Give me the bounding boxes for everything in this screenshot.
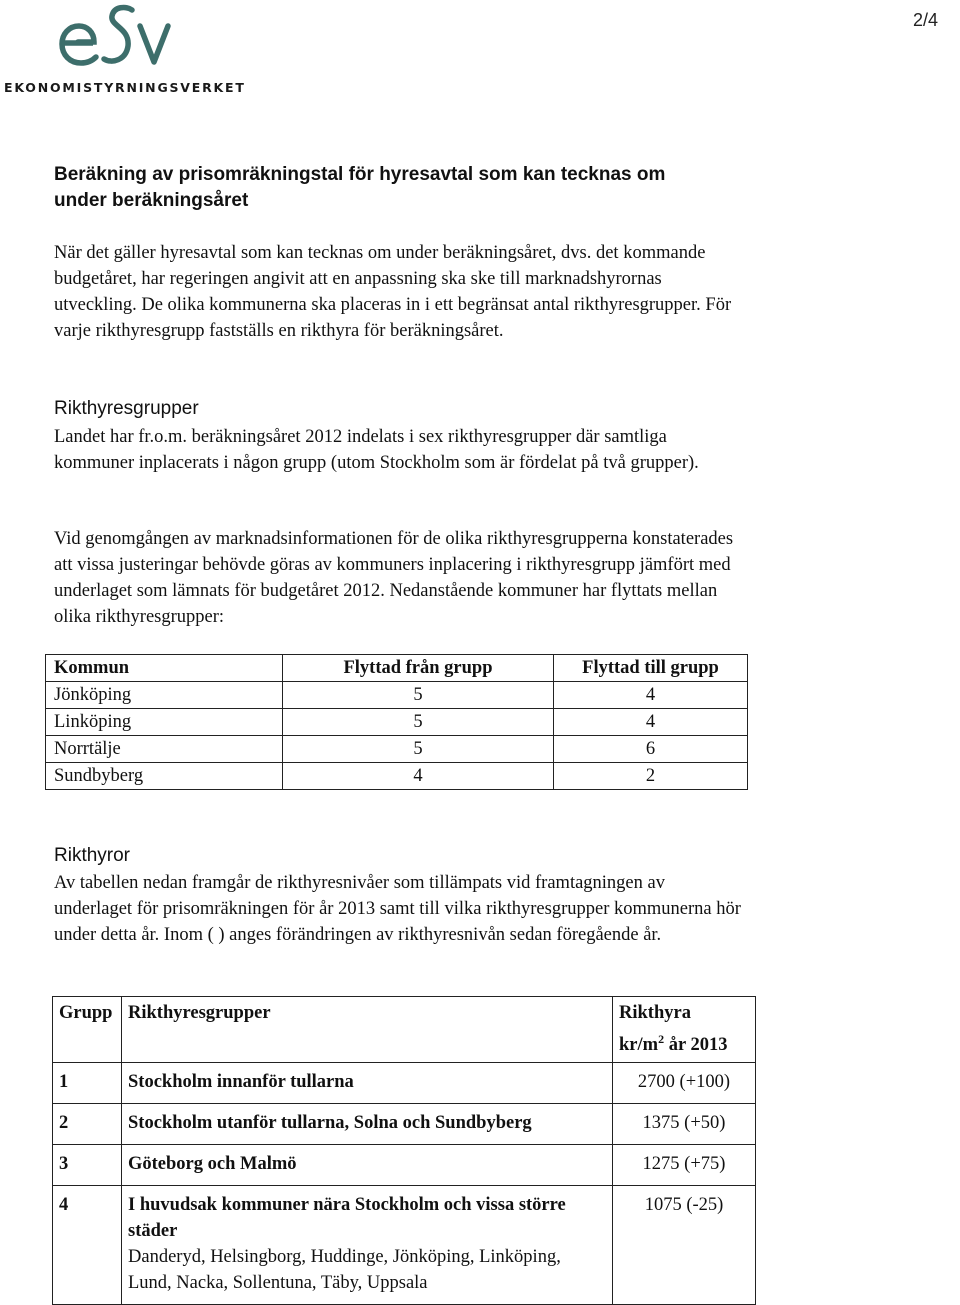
section-heading-rikthyror: Rikthyror [54, 845, 131, 866]
title-line-2: under beräkningsåret [54, 190, 249, 211]
cell-rent: 2700 (+100) [613, 1063, 756, 1104]
table-row [46, 682, 748, 709]
cell-to-group: 2 [554, 763, 748, 790]
table-row [53, 1063, 756, 1104]
table-row [53, 1186, 756, 1305]
esv-logo [0, 0, 246, 100]
cell-to-group: 6 [554, 736, 748, 763]
cell-group-number: 4 [53, 1186, 122, 1305]
paragraph-rikthyresgrupper-intro: Landet har fr.o.m. beräkningsåret 2012 indelats i sex rikthyresgrupper där samtliga kommuner inplacerats i någon grupp (utom Stockholm som är fördelat på två grupper). [54, 427, 699, 473]
cell-rent: 1075 (-25) [613, 1186, 756, 1305]
cell-group-name [122, 1104, 613, 1145]
cell-rent: 1275 (+75) [613, 1145, 756, 1186]
column-header-rent [613, 997, 756, 1063]
paragraph-moved-municipalities: Vid genomgången av marknadsinformationen för de olika rikthyresgrupperna konstaterades att vissa justeringar behövde göras av kommuners inplacering i rikthyresgrupp jämfört med underlaget som lämnats för budgetåret 2012. Nedanstående kommuner har flyttats mellan olika rikthyresgrupper: [54, 529, 734, 627]
column-header-kommun: Kommun [46, 655, 283, 682]
rent-header-unit-superscript: 2 [658, 1032, 665, 1046]
rent-header-unit-prefix: kr/m [619, 1035, 659, 1056]
rent-header-year: år 2013 [664, 1035, 728, 1056]
document-title [54, 162, 734, 214]
title-line-1: Beräkning av prisomräkningstal för hyresavtal som kan tecknas om [54, 164, 666, 185]
cell-from-group: 5 [283, 709, 554, 736]
page-number: 2/4 [912, 10, 938, 30]
cell-from-group: 4 [283, 763, 554, 790]
cell-group-number: 2 [53, 1104, 122, 1145]
cell-kommun: Norrtälje [46, 736, 283, 763]
cell-to-group: 4 [554, 709, 748, 736]
table-row [53, 1104, 756, 1145]
table-row [46, 736, 748, 763]
intro-paragraph: När det gäller hyresavtal som kan tecknas om under beräkningsåret, dvs. det kommande budgetåret, har regeringen angivit att en anpassning ska ske till marknadshyrornas utveckling. De olika kommunerna ska placeras in i ett begränsat antal rikthyresgrupper. För varje rikthyresgrupp fastställs en rikthyra för beräkningsåret. [54, 243, 732, 341]
cell-group-number: 1 [53, 1063, 122, 1104]
rent-header-line-1: Rikthyra [619, 1003, 691, 1023]
group-name-label: I huvudsak kommuner nära Stockholm och vissa större städer [128, 1195, 566, 1242]
column-header-from-group: Flyttad från grupp [283, 655, 554, 682]
table-row [46, 709, 748, 736]
cell-from-group: 5 [283, 682, 554, 709]
cell-kommun: Jönköping [46, 682, 283, 709]
cell-rent: 1375 (+50) [613, 1104, 756, 1145]
column-header-group: Grupp [53, 997, 122, 1063]
paragraph-rikthyror: Av tabellen nedan framgår de rikthyresnivåer som tillämpats vid framtagningen av underlaget för prisomräkningen för år 2013 samt till vilka rikthyresgrupper kommunerna hör under detta år. Inom ( ) anges förändringen av rikthyresnivån sedan föregående år. [54, 873, 741, 945]
table-row [53, 1145, 756, 1186]
table-header-row [46, 655, 748, 682]
group-name-label: Göteborg och Malmö [128, 1154, 297, 1175]
esv-logo-icon [50, 2, 180, 72]
column-header-rent-groups: Rikthyresgrupper [122, 997, 613, 1063]
table-row [46, 763, 748, 790]
table-header-row [53, 997, 756, 1063]
cell-to-group: 4 [554, 682, 748, 709]
logo-text: EKONOMISTYRNINGSVERKET [4, 80, 246, 95]
cell-from-group: 5 [283, 736, 554, 763]
rent-levels-table [52, 996, 756, 1305]
cell-kommun: Sundbyberg [46, 763, 283, 790]
cell-group-name [122, 1063, 613, 1104]
group-name-label: Stockholm innanför tullarna [128, 1072, 354, 1093]
cell-group-name [122, 1186, 613, 1305]
group-municipalities: Danderyd, Helsingborg, Huddinge, Jönköping, Linköping, Lund, Nacka, Sollentuna, Täby, Uppsala [128, 1247, 561, 1294]
section-heading-rikthyresgrupper: Rikthyresgrupper [54, 398, 199, 419]
group-name-label: Stockholm utanför tullarna, Solna och Sundbyberg [128, 1113, 532, 1134]
cell-group-number: 3 [53, 1145, 122, 1186]
cell-group-name [122, 1145, 613, 1186]
moved-municipalities-table [45, 654, 748, 790]
cell-kommun: Linköping [46, 709, 283, 736]
column-header-to-group: Flyttad till grupp [554, 655, 748, 682]
